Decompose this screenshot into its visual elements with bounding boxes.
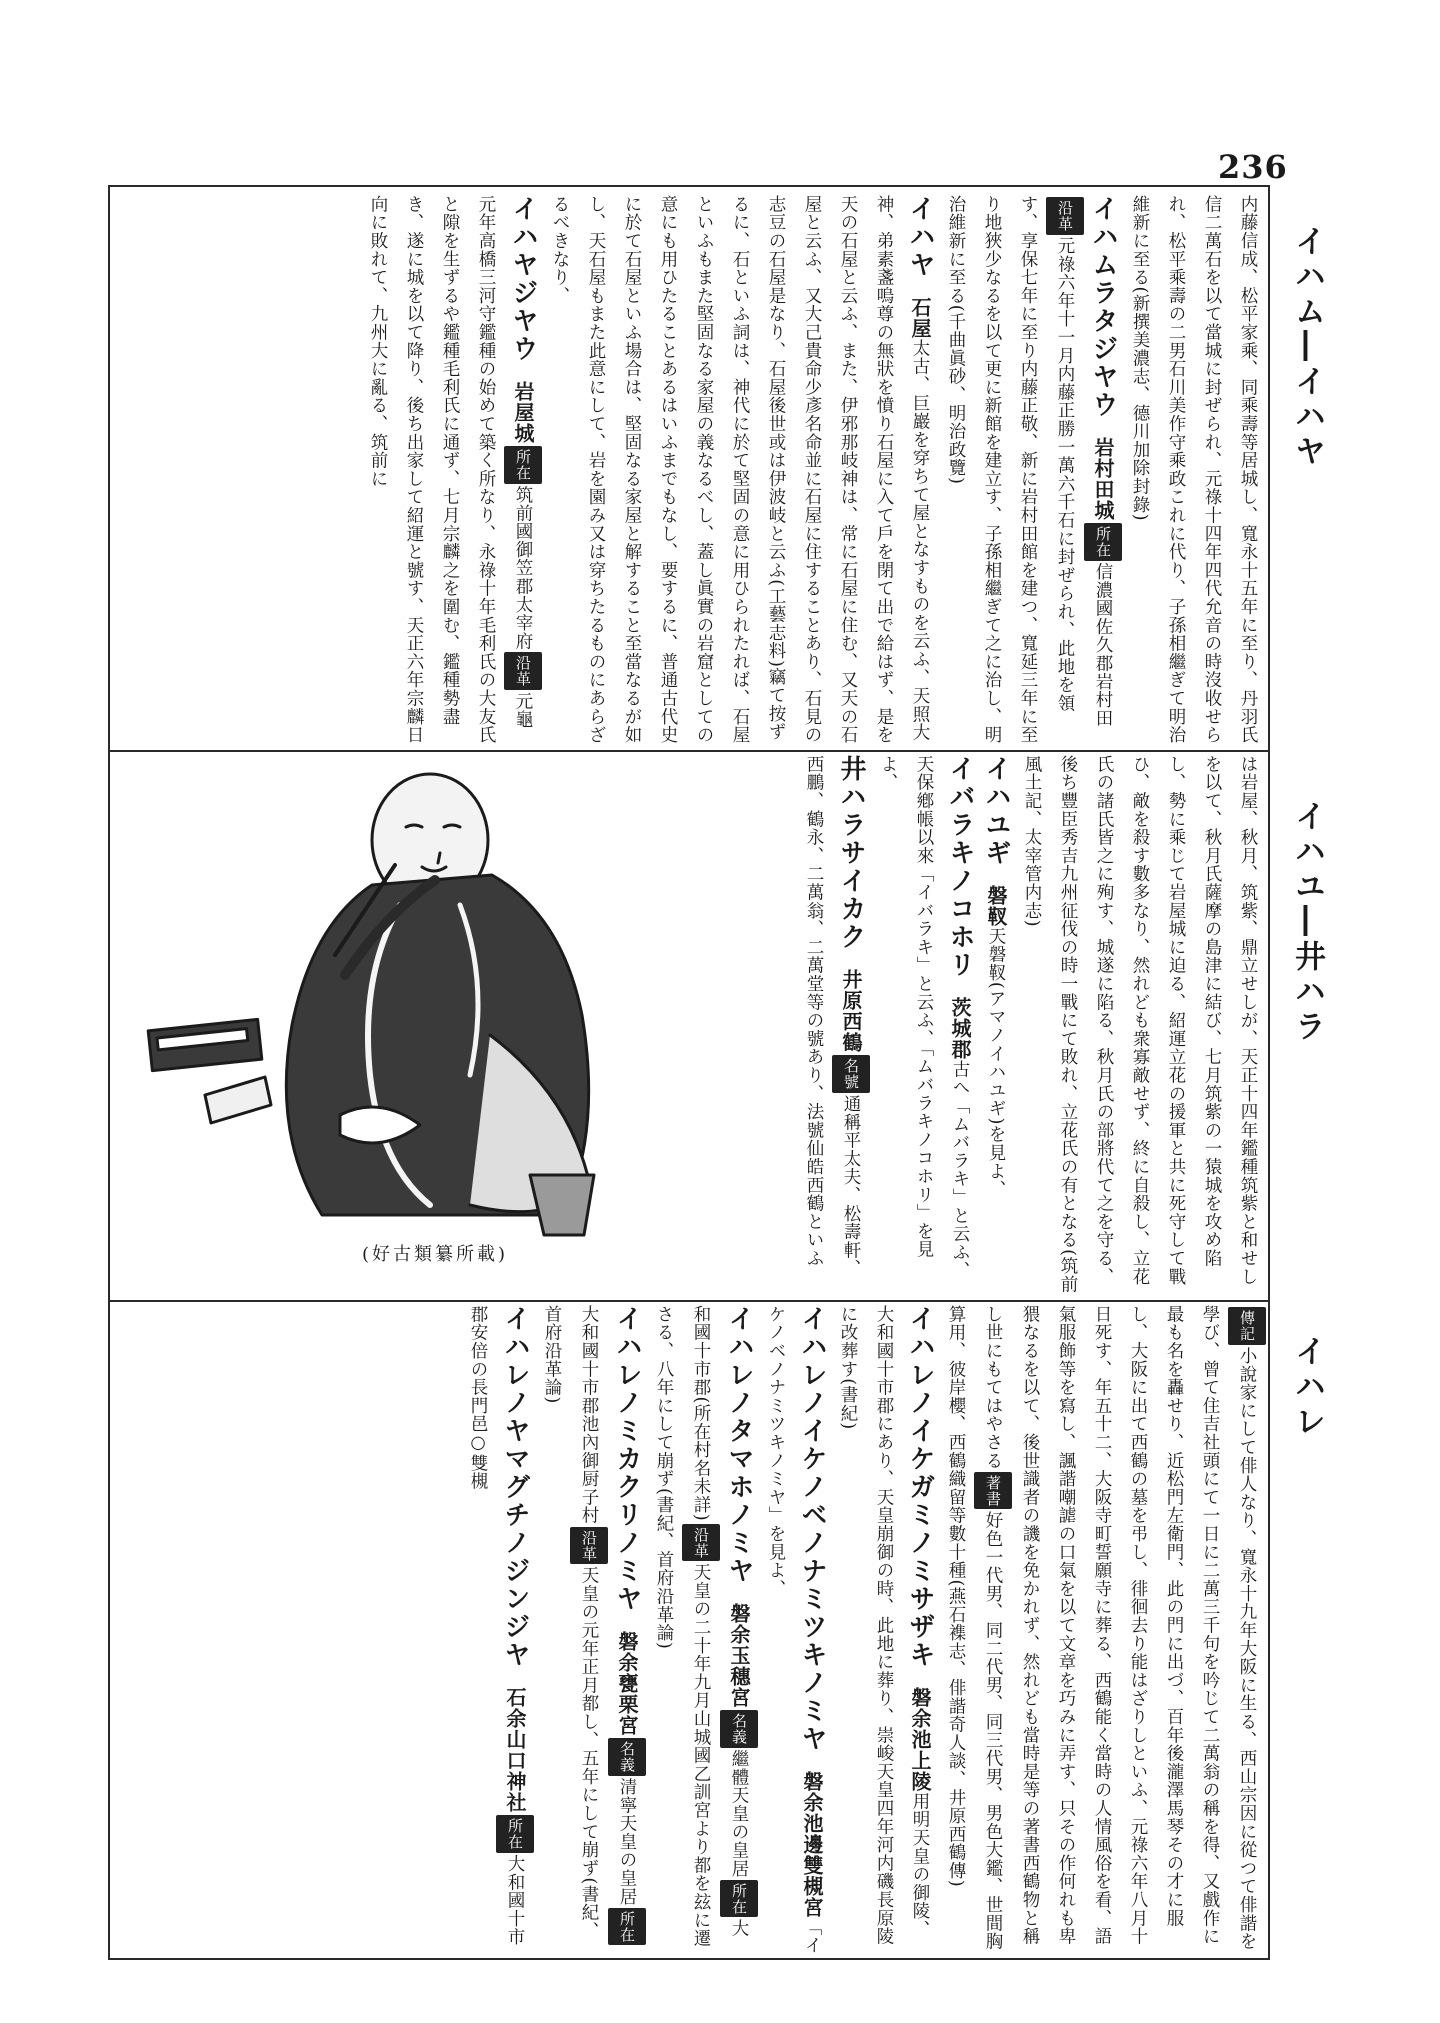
history-label: 沿革 <box>570 1527 608 1565</box>
entry-body: 天磐靫(アマノイハユギ)を見よ、 <box>986 927 1006 1199</box>
section-middle <box>712 755 1266 1295</box>
entry-iwamuratajyau <box>938 195 1122 745</box>
illustration-caption: (好古類纂所載) <box>361 1244 509 1265</box>
history-label: 沿革 <box>682 1524 720 1562</box>
location-label: 所在 <box>504 446 542 484</box>
entry-title: 磐余池邊雙槻宮 <box>800 1771 824 1918</box>
alias-label: 名號 <box>832 1055 870 1093</box>
entry-title: 磐靫 <box>984 885 1008 927</box>
running-head-top: イハム―イハヤ <box>1289 225 1325 470</box>
entry-name: 清寧天皇の皇居 <box>617 1777 637 1906</box>
entry-iwayugi <box>978 755 1014 1295</box>
entry-body: 「イケノベノナミツキノミヤ」を見よ、 <box>766 1305 822 1955</box>
entry-heading: イハヤジヤウ <box>508 195 538 363</box>
entry-body: 大和國十市郡安倍の長門邑○雙槻 <box>468 1305 525 1947</box>
entry-mikakuri-no-miya <box>534 1305 646 1955</box>
section-top <box>112 195 1266 745</box>
entry-namitsuki-no-miya <box>758 1305 830 1955</box>
entry-saikaku <box>796 755 870 1295</box>
name-label: 名義 <box>608 1738 646 1776</box>
entry-heading: イハレノヤマグチノジンジヤ <box>500 1305 530 1669</box>
entry-ikegami-misasagi <box>830 1305 938 1955</box>
entry-ibaraki <box>870 755 978 1295</box>
saikaku-portrait-illustration <box>110 735 704 1270</box>
entry-title: 石余山口神社 <box>503 1687 527 1813</box>
entry-title: 石屋 <box>908 297 932 339</box>
running-head-bottom: イハレ <box>1289 1335 1325 1440</box>
location-label: 所在 <box>720 1880 758 1918</box>
biography-label: 傳記 <box>1228 1307 1266 1345</box>
entry-heading: イハムラタジヤウ <box>1088 195 1118 419</box>
entry-body: 元龜元年高橋三河守鑑種の始めて築く所なり、永祿十年毛利氏の大友氏と隙を生ずるや鑑種毛利氏に通ず、七月宗麟之を圍む、鑑種勢盡き、遂に城を以て降り、後ち出家して紹運と號す、天正六年宗麟日向に敗れて、九州大に亂る、筑前に <box>368 195 533 744</box>
entry-history: 天皇の元年正月都し、五年にして崩ず(書紀、首府沿革論) <box>542 1305 599 1940</box>
entry-heading: イハユギ <box>981 755 1011 867</box>
entry-iwaya-jo-continuation: は岩屋、秋月、筑紫、鼎立せしが、天正十四年鑑種筑紫と和せしを以て、秋月氏薩摩の島津に結び、七月筑紫の一猿城を攻め陷し、勢に乘じて岩屋城に迫る、紹運立花の援軍と共に死守して戰ひ、敵を殺す數多なり、然れども衆寡敵せず、終に自殺し、立花氏の諸氏皆之に殉す、城遂に陷る、秋月氏の部將代て之を守る、後ち豐臣秀吉九州征伐の時一戰にて敗れ、立花氏の有となる(筑前風土記、太宰管内志) <box>1022 755 1258 1294</box>
entry-title: 磐余池上陵 <box>908 1687 932 1792</box>
entry-heading: イハヤ <box>905 195 935 279</box>
entry-heading: イハレノミカクリノミヤ <box>612 1305 642 1613</box>
works-label: 著書 <box>974 1472 1012 1510</box>
entry-heading: イハレノタマホノミヤ <box>724 1305 754 1585</box>
entry-title: 茨城郡 <box>948 997 972 1060</box>
history-label: 沿革 <box>1046 197 1084 235</box>
entry-heading: 井ハラサイカク <box>836 755 866 951</box>
section-bottom <box>112 1305 1266 1955</box>
entry-body: 太古、巨巖を穿ちて屋となすものを云ふ、天照大神、弟素盞嗚尊の無狀を憤り石屋に入て戶を閉て出で給はず、是を天の石屋と云ふ、また、伊邪那岐神は、常に石屋に住む、又天の石屋と云ふ、又大己貴命少彥名命並に石屋に住することあり、石見の志豆の石屋是なり、石屋後世或は伊波岐と云ふ(工藝志料)竊て按ずるに、石といふ詞は、神代に於て堅固の意に用ひられたれば、石屋といふもまた堅固なる家屋の義なるべし、蓋し眞實の岩窟としての意にも用ひたることあるはいふまでもなし、要するに、普通古代史に於て石屋といふ場合は、堅固なる家屋と解すること至當なるが如し、天石屋もまた此意にして、岩を園み又は穿ちたるものにあらざるべきなり、 <box>550 195 930 744</box>
entry-history: 天皇の二十年九月山城國乙訓宮より都を玆に遷さる、八年にして崩ず(書紀、首府沿革論) <box>654 1305 711 1948</box>
entry-yamaguchi-jinja <box>460 1305 534 1955</box>
entry-body: 通稱平太夫、松壽軒、西鵬、鶴永、二萬翁、二萬堂等の號あり、法號仙皓西鶴といふ <box>804 755 861 1278</box>
entry-body: 古へ「ムバラキ」と云ふ、天保鄕帳以來「イバラキ」と云ふ、「ムバラキノコホリ」を見よ、 <box>878 755 970 1280</box>
entry-heading: イバラキノコホリ <box>945 755 975 979</box>
entry-tamaho-no-miya <box>646 1305 758 1955</box>
entry-body: 用明天皇の御陵、大和國十市郡にあり、天皇崩御の時、此地に葬り、崇峻天皇四年河内磯長原陵に改葬す(書紀) <box>838 1305 930 1946</box>
location-label: 所在 <box>1084 523 1122 561</box>
entry-iwayajyau <box>360 195 542 745</box>
entry-heading: イハレノイケガミノミサザキ <box>905 1305 935 1669</box>
location-label: 所在 <box>496 1815 534 1853</box>
entry-title: 岩村田城 <box>1091 437 1115 521</box>
running-head-middle: イハユ―井ハラ <box>1289 800 1325 1045</box>
entry-heading: イハレノイケノベノナミツキノミヤ <box>797 1305 827 1753</box>
entry-body: 大和國十市郡池內御厨子村 <box>579 1305 599 1525</box>
entry-iwamura-continuation: 内藤信成、松平家乘、同乘壽等居城し、寬永十五年に至り、丹羽氏信二萬石を以て當城に封ぜられ、元祿十四年四代允音の時沒收せられ、松平乘壽の二男石川美作守乘政これに代り、子孫相繼ぎて明治維新に至る(新撰美濃志、德川加除封錄) <box>1130 195 1258 744</box>
entry-title: 磐余甕栗宮 <box>615 1631 639 1736</box>
entry-title: 井原西鶴 <box>839 969 863 1053</box>
entry-location: 筑前國御笠郡太宰府 <box>513 485 533 651</box>
entry-prefix: 信濃國佐久郡岩村田 <box>1093 562 1113 728</box>
entry-body: 小說家にして俳人なり、寬永十九年大阪に生る、西山宗因に從つて俳諧を學び、曾て住吉社頭にて一日に二萬三千句を吟じて二萬翁の稱を得、又戲作に最も名を轟せり、近松門左衛門、此の門に出づ、百年後瀧澤馬琴その才に服し、大阪に出て西鶴の墓を弔し、徘徊去り能はざりしといふ、元祿六年八月十日死す、年五十二、大阪寺町誓願寺に葬る、西鶴能く當時の人情風俗を看、語氣服飾等を寫し、諷諧嘲謔の口氣を以て文章を巧みに弄す、只その作何れも卑猥なるを以て、後世識者の譏を免かれず、然れども當時是等の著書西鶴物と稱し世にもてはやさる <box>983 1305 1257 1951</box>
entry-saikaku-continuation <box>938 1305 1266 1955</box>
entry-title: 磐余玉穗宮 <box>727 1603 751 1708</box>
location-label: 所在 <box>608 1908 646 1946</box>
entry-body: 元祿六年十一月内藤正勝一萬六千石に封ぜられ、此地を領す、享保七年に至り内藤正敬、新に岩村田館を建つ、寬延三年に至り地狹少なるを以て更に新館を建立す、子孫相繼ぎて之に治し、明治維新に至る(千曲眞砂、明治政覽) <box>946 195 1075 744</box>
section-divider-bottom <box>108 1300 1270 1302</box>
entry-body: 大和國十市郡(所在村名未詳) <box>691 1305 749 1938</box>
entry-name: 繼體天皇の皇居 <box>729 1749 749 1878</box>
history-label: 沿革 <box>504 652 542 690</box>
page-number: 236 <box>1218 148 1288 186</box>
name-label: 名義 <box>720 1710 758 1748</box>
entry-works: 好色一代男、同二代男、同三代男、男色大鑑、世間胸算用、彼岸櫻、西鶴織留等數十種(燕石襍志、俳諧奇人談、井原西鶴傳) <box>946 1305 1003 1951</box>
entry-iwaya <box>542 195 938 745</box>
entry-title: 岩屋城 <box>511 381 535 444</box>
